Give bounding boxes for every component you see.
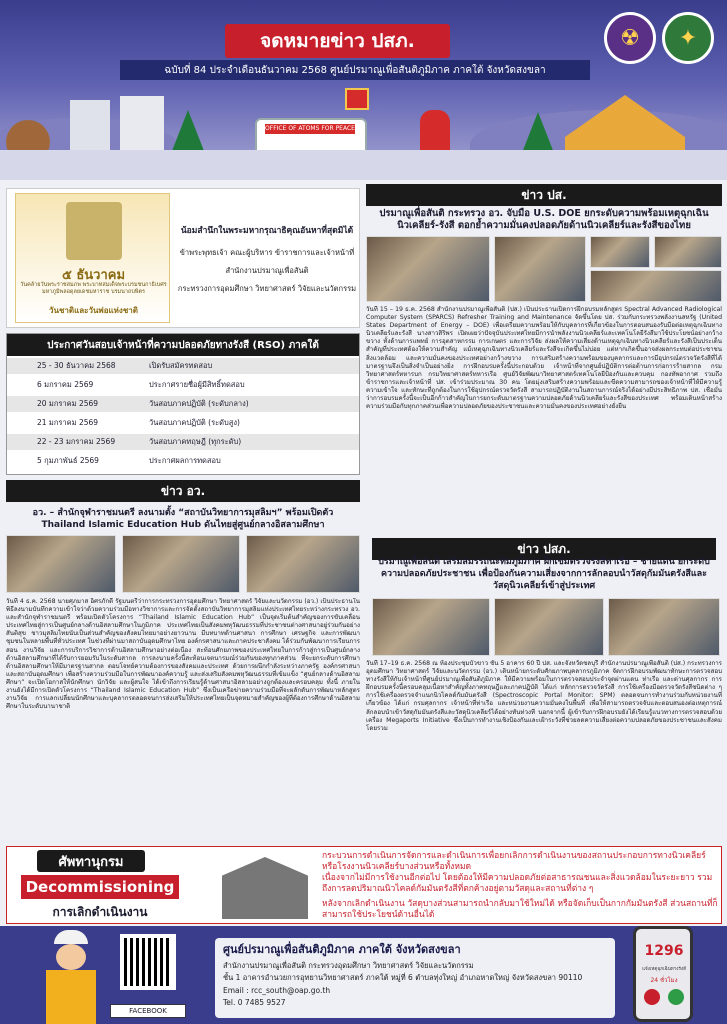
table-row bbox=[7, 396, 359, 413]
news-oap-header: ข่าว ปส. bbox=[366, 184, 722, 206]
helmet-icon bbox=[54, 930, 88, 944]
headline-line: ปรมาณูเพื่อสันติ เสริมสมรรถนะทีมภูมิภาค ฝึกเข้มตรวจรังสีท่าเรือ – ชายแดน ยกระดับ bbox=[378, 557, 710, 567]
table-row bbox=[7, 377, 359, 394]
definition-line: กระบวนการดำเนินการจัดการและดำเนินการเพื่อยกเลิกการดำเนินงานของสถานประกอบการทางนิวเคลียร์หรือโรงงานนิวเคลียร์บางส่วนหรือทั้งหมด bbox=[322, 851, 706, 872]
rso-event: เปิดรับสมัครทดสอบ bbox=[149, 361, 213, 370]
news-photo bbox=[366, 236, 490, 302]
king-memorial-image bbox=[15, 193, 170, 323]
rso-date: 21 มกราคม 2569 bbox=[37, 418, 99, 427]
mourning-title: น้อมสำนึกในพระมหากรุณาธิคุณอันหาที่สุดมิได้ bbox=[180, 226, 354, 236]
footer bbox=[0, 926, 727, 1024]
rso-date: 25 - 30 ธันวาคม 2568 bbox=[37, 361, 116, 370]
newsletter-title: จดหมายข่าว ปสภ. bbox=[260, 30, 415, 52]
rso-title: ประกาศวันสอบเจ้าหน้าที่ความปลอดภัยทางรังสี (RSO) ภาคใต้ bbox=[7, 334, 359, 356]
memorial-caption: วันคล้ายวันพระราชสมภพ พระบาทสมเด็จพระบรมชนกาธิเบศร มหาภูมิพลอดุลยเดชมหาราช บรมนาถบพิตร bbox=[20, 282, 167, 295]
news-photo bbox=[590, 270, 722, 302]
org-name: ศูนย์ปรมาณูเพื่อสันติภูมิภาค ภาคใต้ จังหวัดสงขลา bbox=[223, 943, 461, 956]
mourning-line: สำนักงานปรมาณูเพื่อสันติ bbox=[225, 266, 309, 275]
org-address-line: ชั้น 1 อาคารอำนวยการอุทยานวิทยาศาสตร์ ภาคใต้ หมู่ที่ 6 ตำบลทุ่งใหญ่ อำเภอหาดใหญ่ จังหวัดสงขลา 90110 bbox=[223, 973, 583, 982]
news-photo bbox=[372, 598, 490, 656]
memorial-date: ๕ ธันวาคม bbox=[61, 268, 126, 283]
news-photo bbox=[654, 236, 722, 268]
org-address-line: สำนักงานปรมาณูเพื่อสันติ กระทรวงอุดมศึกษา วิทยาศาสตร์ วิจัยและนวัตกรรม bbox=[223, 961, 474, 970]
rso-date: 20 มกราคม 2569 bbox=[37, 399, 99, 408]
headline-line: Thailand Islamic Education Hub ดันไทยสู่ศูนย์กลางอิสลามศึกษา bbox=[41, 520, 325, 530]
van-sign: OFFICE OF ATOMS FOR PEACE bbox=[265, 125, 355, 132]
vest-icon bbox=[46, 970, 96, 1024]
news-photo bbox=[122, 535, 240, 593]
portrait-frame bbox=[66, 202, 122, 260]
news-regional-title bbox=[366, 556, 722, 592]
news-regional-header: ข่าว ปสภ. bbox=[372, 538, 716, 560]
rso-event: วันสอบภาคปฏิบัติ (ระดับสูง) bbox=[149, 418, 240, 427]
definition-line: เนื่องจากไม่มีการใช้งานอีกต่อไป โดยต้องให้มีความปลอดภัยต่อสาธารณชนและสิ่งแวดล้อมในระยะยาว รวมถึงการลดปริมาณนิวไคลด์กัมมันตรังสีที่ตกค้างอยู่ตามวัสดุและสถานที่ต่าง ๆ bbox=[322, 873, 713, 894]
definition-line: หลังจากเลิกดำเนินงาน วัสดุบางส่วนสามารถนำกลับมาใช้ใหม่ได้ หรือจัดเก็บเป็นกากกัมมันตรังสี ส่วนสถานที่ก็สามารถใช้ประโยชน์ด้านอื่นได้ bbox=[322, 899, 718, 920]
news-oap-body: วันที่ 15 – 19 ธ.ค. 2568 สำนักงานปรมาณูเพื่อสันติ (ปส.) เป็นประธานเปิดการฝึกอบรมหลักสูตร Spectral Advanced Radiological Computer System (SPARCS) Refresher Training and Maintenance จัดขึ้นโดย ปส. ร่วมกับกระทรวงพลังงานสหรัฐ (United States Department of Energy – DOE) เพื่อเตรียมความพร้อมให้กับบุคลากรที่เกี่ยวข้องในการตอบสนองรับมือต่อเหตุฉุกเฉินทางนิวเคลียร์และรังสี นางสาวสิริพร เปิดเผยว่าปัจจุบันประเทศไทยมีการนำพลังงานนิวเคลียร์และเทคโนโลยีรังสีมาใช้ประโยชน์อย่างกว้างขวาง ทั้งด้านการแพทย์ การอุตสาหกรรม การเกษตร และการวิจัย ส่งผลให้ความเสี่ยงด้านเหตุฉุกเฉินทางนิวเคลียร์และรังสีเป็นประเด็นสำคัญที่ประเทศต้องให้ความสำคัญ แม้เหตุฉุกเฉินทางนิวเคลียร์และรังสีจะเกิดขึ้นไม่บ่อย แต่หากเกิดขึ้นอาจส่งผลกระทบต่อประชาชน สิ่งแวดล้อม และความมั่นคงของประเทศอย่างกว้างขวาง การเสริมสร้างความพร้อมของบุคลากรและการมีอุปกรณ์ตรวจวัดรังสีที่ได้มาตรฐานจึงเป็นสิ่งจำเป็นอย่างยิ่ง การฝึกอบรมครั้งนี้ประกอบด้วย เจ้าหน้าที่จากศูนย์ปฏิบัติการต่อต้านการก่อการร้ายสากล กรมวิทยาศาสตร์ทหารบก กรมวิทยาศาสตร์ทหารเรือ ศูนย์วิจัยพัฒนาวิทยาศาสตร์เทคโนโลยีป้องกันและควบคุม กองทัพอากาศ รวมถึงข้าราชการและเจ้าหน้าที่ ปส. เข้าร่วมประมาณ 30 คน โดยมุ่งเสริมสร้างความพร้อมและขีดความสามารถของเจ้าหน้าที่ให้มีความรู้ ความเข้าใจ และทักษะที่ถูกต้องในการใช้อุปกรณ์ตรวจวัดรังสี สามารถปฏิบัติงานในสถานการณ์จริงได้อย่างมีประสิทธิภาพ ปส. เชื่อมั่นว่าการอบรมครั้งนี้จะเป็นอีกก้าวสำคัญในการยกระดับมาตรฐานความปลอดภัยด้านนิวเคลียร์และรังสีของประเทศ พร้อมเดินหน้าสร้างความร่วมมือกับทุกภาคส่วนเพื่อความปลอดภัยของประชาชนและความมั่นคงของประเทศอย่างยั่งยืน bbox=[366, 306, 722, 411]
contact-panel bbox=[215, 938, 615, 1018]
mourning-body bbox=[177, 247, 357, 295]
rso-event: วันสอบภาคปฏิบัติ (ระดับกลาง) bbox=[149, 399, 249, 408]
hotline-number[interactable]: 1296 bbox=[644, 943, 684, 959]
rso-date: 6 มกราคม 2569 bbox=[37, 380, 94, 389]
headline-line: วัสดุนิวเคลียร์เข้าสู่ประเทศ bbox=[492, 581, 596, 591]
table-row bbox=[7, 434, 359, 451]
issue-line: ฉบับที่ 84 ประจำเดือนธันวาคม 2568 ศูนย์ปรมาณูเพื่อสันติภูมิภาค ภาคใต้ จังหวัดสงขลา bbox=[120, 60, 590, 80]
news-oap-title bbox=[366, 208, 722, 232]
royal-announcement bbox=[6, 188, 360, 328]
header-banner bbox=[0, 0, 727, 180]
news-photo bbox=[246, 535, 360, 593]
headline-line: ปรมาณูเพื่อสันติ กระทรวง อว. จับมือ U.S. DOE ยกระดับความพร้อมเหตุฉุกเฉิน bbox=[379, 208, 709, 219]
hotline-caption: แจ้งเหตุฉุกเฉินทางรังสี bbox=[642, 967, 686, 972]
hotline-phone-icon bbox=[633, 926, 693, 1022]
memorial-subtitle: วันชาติและวันพ่อแห่งชาติ bbox=[49, 306, 138, 315]
rso-event: ประกาศผลการทดสอบ bbox=[149, 456, 221, 465]
news-photo bbox=[590, 236, 650, 268]
glossary-term: Decommissioning bbox=[21, 875, 179, 899]
decline-call-icon bbox=[644, 989, 660, 1005]
glossary-thai-term: การเลิกดำเนินงาน bbox=[52, 905, 148, 919]
news-photo bbox=[608, 598, 720, 656]
headline-line: อว. – สำนักจุฬาราชมนตรี ลงนามตั้ง “สถาบันวิทยาการมุสลิมฯ” พร้อมเปิดตัว bbox=[32, 508, 334, 518]
rso-date: 5 กุมภาพันธ์ 2569 bbox=[37, 456, 99, 465]
facebook-label: FACEBOOK bbox=[110, 1004, 186, 1018]
facebook-qr-code[interactable] bbox=[120, 934, 176, 990]
contact-email[interactable]: Email : rcc_south@oap.go.th bbox=[223, 986, 331, 995]
ground-strip bbox=[0, 150, 727, 180]
engineer-mascot-icon bbox=[40, 930, 100, 1024]
rso-date: 22 - 23 มกราคม 2569 bbox=[37, 437, 116, 446]
news-mhesi-header: ข่าว อว. bbox=[6, 480, 360, 502]
oap-logo: ☢ bbox=[604, 12, 656, 64]
table-row bbox=[7, 415, 359, 432]
newsletter-title-box bbox=[225, 24, 450, 58]
news-regional-body: วันที่ 17–19 ธ.ค. 2568 ณ ห้องประชุมบัวขาว ชั้น 5 อาคาร 60 ปี ปส. และจังหวัดชลบุรี สำนักงานปรมาณูเพื่อสันติ (ปส.) กระทรวงการอุดมศึกษา วิทยาศาสตร์ วิจัยและนวัตกรรม (อว.) เดินหน้ายกระดับศักยภาพบุคลากรภูมิภาค จัดการฝึกอบรมพัฒนาทักษะการตรวจสอบทางรังสีให้กับเจ้าหน้าที่ศูนย์ปรมาณูเพื่อสันติภูมิภาค ให้มีความพร้อมในการตรวจสอบประจำจุดผ่านแดน ท่าเรือ และด่านศุลกากร การฝึกอบรมครั้งนี้ครอบคลุมเนื้อหาสำคัญทั้งภาคทฤษฎีและภาคปฏิบัติ ได้แก่ หลักการตรวจวัดรังสี การใช้เครื่องมือตรวจวัดรังสีชนิดต่าง ๆ การใช้เครื่องตรวจจำแนกนิวไคลด์กัมมันตรังสี (Spectroscopic Portal Monitor: SPM) ตลอดจนการทำงานร่วมกับหน่วยงานที่เกี่ยวข้อง ได้แก่ กรมศุลกากร เจ้าหน้าที่ท่าเรือ และหน่วยงานความมั่นคงในพื้นที่ เพื่อให้สามารถตรวจจับและตอบสนองต่อเหตุการณ์ลักลอบนำเข้าวัสดุกัมมันตรังสีและวัสดุนิวเคลียร์ได้อย่างทันท่วงที นอกจากนี้ ผู้เข้ารับการฝึกอบรมยังได้เรียนรู้แนวทางการตรวจสอบด้วยเครื่อง Megaports Initiative ซึ่งเป็นการทำงานเชิงป้องกันและเฝ้าระวังที่ช่วยลดความเสี่ยงต่อความปลอดภัยของประชาชนและสังคมโดยรวม bbox=[366, 660, 722, 732]
face-icon bbox=[56, 944, 86, 970]
contact-phone[interactable]: Tel. 0 7485 9527 bbox=[223, 998, 286, 1007]
headline-line: นิวเคลียร์-รังสี ตอกย้ำความมั่นคงปลอดภัยด้านนิวเคลียร์และรังสีของไทย bbox=[397, 220, 691, 231]
table-row bbox=[7, 358, 359, 375]
rso-event: วันสอบภาคทฤษฎี (ทุกระดับ) bbox=[149, 437, 242, 446]
news-photo bbox=[494, 236, 586, 302]
accept-call-icon bbox=[668, 989, 684, 1005]
table-row bbox=[7, 453, 359, 470]
news-photo bbox=[494, 598, 604, 656]
rso-exam-schedule bbox=[6, 333, 360, 475]
headline-line: ความปลอดภัยประชาชน เพื่อป้องกันความเสี่ยงจากการลักลอบนำวัสดุกัมมันตรังสีและ bbox=[381, 569, 707, 579]
glossary-panel bbox=[6, 846, 722, 924]
mourning-line: ข้าพระพุทธเจ้า คณะผู้บริหาร ข้าราชการและเจ้าหน้าที่ bbox=[179, 248, 355, 257]
glossary-tag: ศัพทานุกรม bbox=[37, 850, 145, 872]
news-mhesi-title bbox=[6, 507, 360, 531]
rso-event: ประกาศรายชื่อผู้มีสิทธิ์ทดสอบ bbox=[149, 380, 245, 389]
gift-icon bbox=[345, 88, 369, 110]
building-icon bbox=[222, 857, 308, 919]
glossary-definition bbox=[322, 851, 718, 921]
mourning-line: กระทรวงการอุดมศึกษา วิทยาศาสตร์ วิจัยและนวัตกรรม bbox=[177, 284, 357, 293]
hotline-hours: 24 ชั่วโมง bbox=[650, 977, 678, 984]
ministry-logo: ✦ bbox=[662, 12, 714, 64]
news-photo bbox=[6, 535, 116, 593]
news-mhesi-body: วันที่ 4 ธ.ค. 2568 นายศุภมาส อิศรภักดี รัฐมนตรีว่าการกระทรวงการอุดมศึกษา วิทยาศาสตร์ วิจัยและนวัตกรรม (อว.) เป็นประธานในพิธีลงนามบันทึกความเข้าใจว่าด้วยความร่วมมือทางวิชาการและการจัดตั้งสถาบันวิทยาการมุสลิมแห่งประเทศไทยระหว่างกระทรวง อว. และสำนักจุฬาราชมนตรี พร้อมเปิดตัวโครงการ “Thailand Islamic Education Hub” เป็นจุดเริ่มต้นสำคัญของการขับเคลื่อนประเทศไทยสู่การเป็นศูนย์กลางด้านอิสลามศึกษาในภูมิภาค ประเทศไทยเป็นสังคมพหุวัฒนธรรมที่ประชาชนต่างศาสนาอยู่ร่วมกันอย่างสันติสุข ชาวมุสลิมไทยนับเป็นส่วนสำคัญของสังคมไทยมาอย่างยาวนาน มีบทบาทด้านศาสนา การศึกษา เศรษฐกิจ และการพัฒนาชุมชนในหลายพื้นที่ทั่วประเทศ ในช่วงที่ผ่านมาสถาบันอุดมศึกษาไทย องค์กรศาสนาและภาคประชาสังคม ได้ร่วมกันพัฒนาการเรียนการสอน งานวิจัย และการบริการวิชาการด้านอิสลามศึกษาอย่างต่อเนื่อง สะท้อนศักยภาพของประเทศไทยในการก้าวสู่การเป็นศูนย์กลางด้านอิสลามศึกษาที่ได้รับการยอมรับในระดับสากล การลงนามครั้งนี้สะท้อนเจตนารมณ์ร่วมกันของทุกภาคส่วน ที่จะยกระดับการศึกษาด้านอิสลามศึกษาให้มีมาตรฐานสากล ตอบโจทย์ความต้องการของสังคมและประเทศ ด้วยการผนึกกำลังระหว่างภาครัฐ องค์กรศาสนา และสถาบันอุดมศึกษา เพื่อสร้างความร่วมมือในการพัฒนาองค์ความรู้ และส่งเสริมสังคมพหุวัฒนธรรมที่เข้มแข็ง “ศูนย์กลางด้านอิสลามศึกษา” จะเปิดโอกาสให้นักศึกษา นักวิจัย และผู้สนใจ ได้เข้าถึงการเรียนรู้ด้านศาสนาอิสลามอย่างถูกต้องและครอบคลุม ทั้งนี้ ภายในงานยังได้มีการเปิดตัวโครงการ “Thailand Islamic Education Hub” ซึ่งเป็นเครือข่ายความร่วมมือที่จะผลักดันการพัฒนาหลักสูตร งานวิจัย การแลกเปลี่ยนนักศึกษาและบุคลากรตลอดจนการส่งเสริมให้ประเทศไทยเป็นจุดหมายสำคัญของผู้ที่ต้องการศึกษาด้านอิสลามศึกษาในระดับนานาชาติ bbox=[6, 598, 360, 711]
